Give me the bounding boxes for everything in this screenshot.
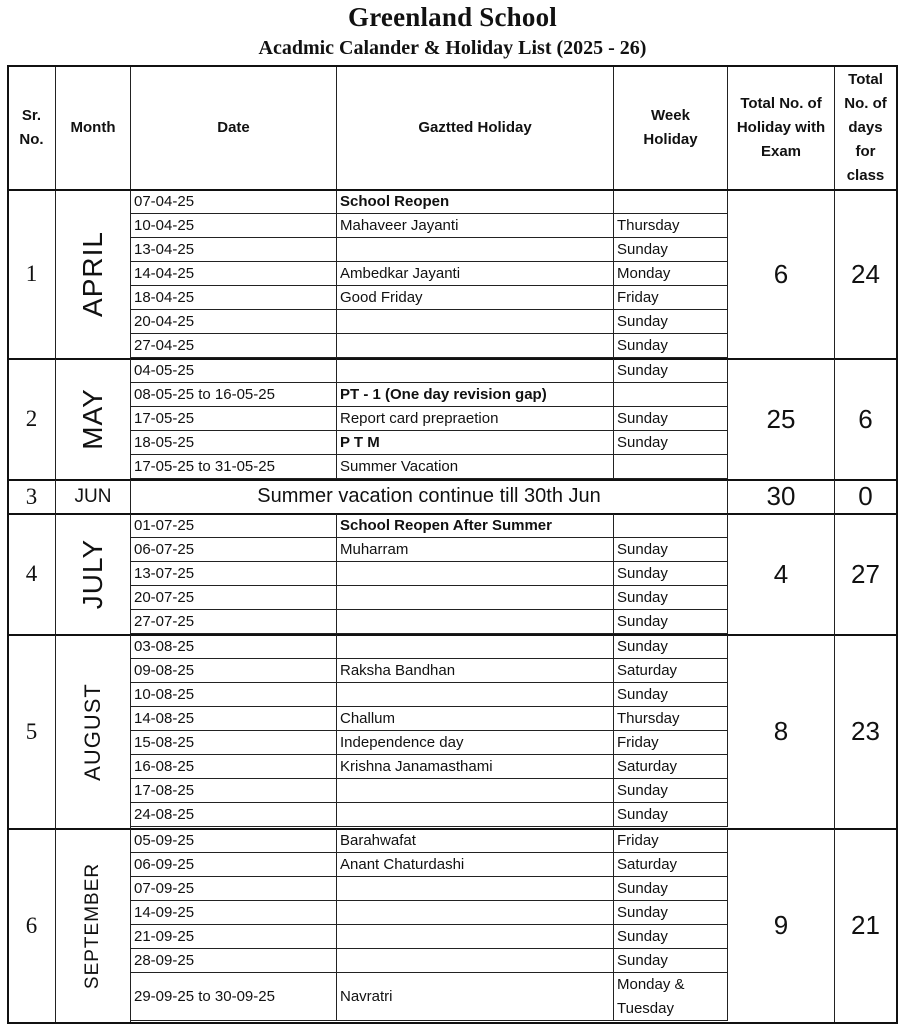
date-cell: 10-08-25 [131, 683, 337, 707]
header-divider [8, 189, 897, 191]
date-cell: 13-04-25 [131, 238, 337, 262]
header-sr-no: Sr. No. [8, 66, 56, 190]
week-holiday-cell: Friday [614, 829, 728, 853]
gazetted-holiday-cell: Krishna Janamasthami [337, 755, 614, 779]
date-cell: 14-08-25 [131, 707, 337, 731]
week-holiday-cell: Thursday [614, 214, 728, 238]
gazetted-holiday-cell: School Reopen [337, 190, 614, 214]
week-holiday-cell: Sunday [614, 610, 728, 634]
date-cell: 03-08-25 [131, 635, 337, 659]
week-holiday-cell: Sunday [614, 586, 728, 610]
week-holiday-cell: Sunday [614, 407, 728, 431]
total-holidays-value: 8 [728, 635, 835, 829]
gazetted-holiday-cell: Good Friday [337, 286, 614, 310]
date-cell: 18-04-25 [131, 286, 337, 310]
month-label: JUN [56, 480, 131, 514]
total-holidays-value: 4 [728, 514, 835, 635]
date-cell: 16-08-25 [131, 755, 337, 779]
gazetted-holiday-cell [337, 803, 614, 827]
gazetted-holiday-cell: Raksha Bandhan [337, 659, 614, 683]
total-holidays-value: 9 [728, 829, 835, 1023]
month-label [56, 190, 131, 359]
gazetted-holiday-cell [337, 901, 614, 925]
date-cell: 06-09-25 [131, 853, 337, 877]
date-cell: 04-05-25 [131, 359, 337, 383]
week-holiday-cell: Sunday [614, 779, 728, 803]
week-holiday-cell: Sunday [614, 562, 728, 586]
sr-number: 4 [8, 514, 56, 635]
gazetted-holiday-cell: Barahwafat [337, 829, 614, 853]
week-holiday-cell: Sunday [614, 683, 728, 707]
week-holiday-cell: Monday & Tuesday [614, 973, 728, 1021]
gazetted-holiday-cell [337, 310, 614, 334]
date-cell: 15-08-25 [131, 731, 337, 755]
date-cell: 14-04-25 [131, 262, 337, 286]
date-cell: 14-09-25 [131, 901, 337, 925]
week-holiday-cell: Sunday [614, 538, 728, 562]
total-holidays-value: 25 [728, 359, 835, 480]
date-cell: 07-04-25 [131, 190, 337, 214]
total-class-days-value: 21 [835, 829, 897, 1023]
gazetted-holiday-cell [337, 238, 614, 262]
gazetted-holiday-cell [337, 610, 614, 634]
week-holiday-cell: Sunday [614, 901, 728, 925]
week-holiday-cell: Saturday [614, 659, 728, 683]
week-holiday-cell: Sunday [614, 803, 728, 827]
week-holiday-cell: Sunday [614, 431, 728, 455]
week-holiday-cell [614, 455, 728, 479]
date-cell: 21-09-25 [131, 925, 337, 949]
total-holidays-value: 30 [728, 480, 835, 514]
date-cell: 17-05-25 to 31-05-25 [131, 455, 337, 479]
date-cell: 27-07-25 [131, 610, 337, 634]
week-holiday-cell: Monday [614, 262, 728, 286]
gazetted-holiday-cell [337, 683, 614, 707]
gazetted-holiday-cell [337, 359, 614, 383]
date-cell: 29-09-25 to 30-09-25 [131, 973, 337, 1021]
week-holiday-cell: Sunday [614, 238, 728, 262]
total-class-days-value: 23 [835, 635, 897, 829]
week-holiday-cell: Sunday [614, 949, 728, 973]
week-holiday-cell: Sunday [614, 359, 728, 383]
week-holiday-cell [614, 514, 728, 538]
week-holiday-cell: Thursday [614, 707, 728, 731]
gazetted-holiday-cell: Ambedkar Jayanti [337, 262, 614, 286]
sr-number: 3 [8, 480, 56, 514]
week-holiday-cell [614, 383, 728, 407]
school-title: Greenland School [348, 2, 557, 32]
month-note: Summer vacation continue till 30th Jun [131, 480, 728, 514]
calendar-subtitle: Acadmic Calander & Holiday List (2025 - 26) [258, 37, 647, 59]
week-holiday-cell: Friday [614, 731, 728, 755]
header-total-holidays: Total No. of Holiday with Exam [728, 66, 835, 190]
month-label [56, 514, 131, 635]
gazetted-holiday-cell [337, 586, 614, 610]
total-class-days-value: 27 [835, 514, 897, 635]
total-class-days-value: 24 [835, 190, 897, 359]
week-holiday-cell: Saturday [614, 755, 728, 779]
date-cell: 06-07-25 [131, 538, 337, 562]
date-cell: 17-08-25 [131, 779, 337, 803]
date-cell: 17-05-25 [131, 407, 337, 431]
date-cell: 09-08-25 [131, 659, 337, 683]
header-date: Date [131, 66, 337, 190]
gazetted-holiday-cell [337, 949, 614, 973]
gazetted-holiday-cell: Challum [337, 707, 614, 731]
sr-number: 5 [8, 635, 56, 829]
date-cell: 13-07-25 [131, 562, 337, 586]
date-cell: 18-05-25 [131, 431, 337, 455]
week-holiday-cell: Sunday [614, 635, 728, 659]
week-holiday-cell: Sunday [614, 334, 728, 358]
sr-number: 1 [8, 190, 56, 359]
date-cell: 20-07-25 [131, 586, 337, 610]
week-holiday-cell: Friday [614, 286, 728, 310]
date-cell: 01-07-25 [131, 514, 337, 538]
month-name: JULY [76, 538, 108, 610]
gazetted-holiday-cell: Summer Vacation [337, 455, 614, 479]
header-week-holiday: Week Holiday [614, 66, 728, 190]
gazetted-holiday-cell: Mahaveer Jayanti [337, 214, 614, 238]
gazetted-holiday-cell: PT - 1 (One day revision gap) [337, 383, 614, 407]
gazetted-holiday-cell [337, 925, 614, 949]
sr-number: 6 [8, 829, 56, 1023]
month-name: APRIL [77, 231, 108, 317]
date-cell: 27-04-25 [131, 334, 337, 358]
gazetted-holiday-cell: P T M [337, 431, 614, 455]
total-class-days-value: 0 [835, 480, 897, 514]
week-holiday-cell: Sunday [614, 310, 728, 334]
week-holiday-cell: Sunday [614, 877, 728, 901]
month-label [56, 359, 131, 480]
month-name: AUGUST [80, 682, 105, 781]
gazetted-holiday-cell: Navratri [337, 973, 614, 1021]
week-holiday-cell: Saturday [614, 853, 728, 877]
gazetted-holiday-cell [337, 779, 614, 803]
gazetted-holiday-cell [337, 334, 614, 358]
gazetted-holiday-cell: Independence day [337, 731, 614, 755]
week-holiday-cell [614, 190, 728, 214]
date-cell: 07-09-25 [131, 877, 337, 901]
total-holidays-value: 6 [728, 190, 835, 359]
date-cell: 05-09-25 [131, 829, 337, 853]
gazetted-holiday-cell: School Reopen After Summer [337, 514, 614, 538]
date-cell: 10-04-25 [131, 214, 337, 238]
gazetted-holiday-cell: Report card prepraetion [337, 407, 614, 431]
header-gazetted-holiday: Gaztted Holiday [337, 66, 614, 190]
header-month: Month [56, 66, 131, 190]
month-label [56, 829, 131, 1023]
gazetted-holiday-cell [337, 562, 614, 586]
gazetted-holiday-cell [337, 877, 614, 901]
header-total-class-days: Total No. of days for class [835, 66, 897, 190]
week-holiday-cell: Sunday [614, 925, 728, 949]
holiday-table [8, 66, 897, 1021]
gazetted-holiday-cell: Anant Chaturdashi [337, 853, 614, 877]
month-name: MAY [76, 388, 108, 450]
date-cell: 08-05-25 to 16-05-25 [131, 383, 337, 407]
gazetted-holiday-cell: Muharram [337, 538, 614, 562]
total-class-days-value: 6 [835, 359, 897, 480]
sr-number: 2 [8, 359, 56, 480]
gazetted-holiday-cell [337, 635, 614, 659]
date-cell: 24-08-25 [131, 803, 337, 827]
date-cell: 20-04-25 [131, 310, 337, 334]
month-label [56, 635, 131, 829]
month-name: SEPTEMBER [82, 862, 104, 989]
date-cell: 28-09-25 [131, 949, 337, 973]
